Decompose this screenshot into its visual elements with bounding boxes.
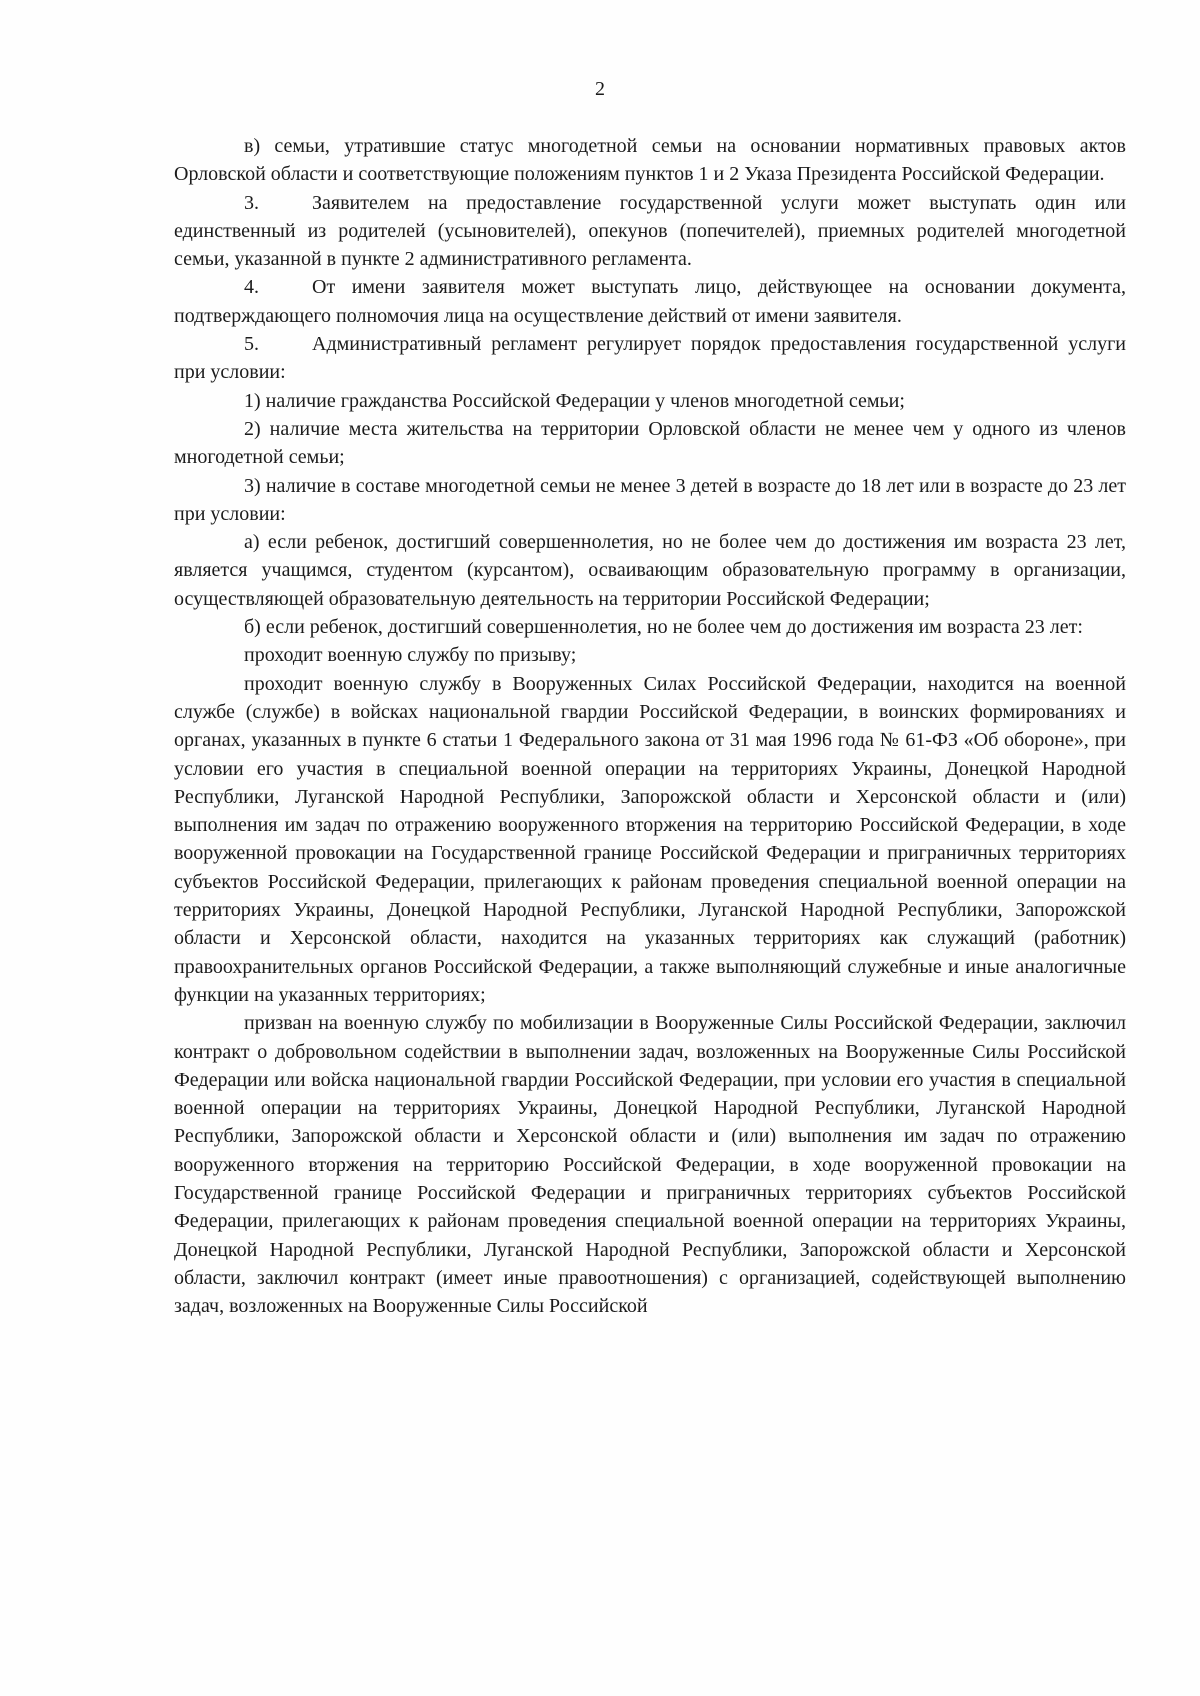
paragraph-text: а) если ребенок, достигший совершеннолетия, но не более чем до достижения им возраста 23 лет, является учащимся, студентом (курсантом), осваивающим образовательную программу в организации, осуществляющей образовательную деятельность на территории Российской Федерации;: [174, 531, 1126, 610]
numbered-paragraph: [174, 330, 1126, 387]
paragraph-text: проходит военную службу в Вооруженных Силах Российской Федерации, находится на военной службе (службе) в войсках национальной гвардии Российской Федерации, в воинских формированиях и органах, указанных в пункте 6 статьи 1 Федерального закона от 31 мая 1996 года № 61-ФЗ «Об обороне», при условии его участия в специальной военной операции на территориях Украины, Донецкой Народной Республики, Луганской Народной Республики, Запорожской области и Херсонской области и (или) выполнения им задач по отражению вооруженного вторжения на территорию Российской Федерации, в ходе вооруженной провокации на Государственной границе Российской Федерации и приграничных территориях субъектов Российской Федерации, прилегающих к районам проведения специальной военной операции на территориях Украины, Донецкой Народной Республики, Луганской Народной Республики, Запорожской области и Херсонской области, находится на указанных территориях как служащий (работник) правоохранительных органов Российской Федерации, а также выполняющий служебные и иные аналогичные функции на указанных территориях;: [174, 672, 1126, 1006]
paragraph-text: Заявителем на предоставление государственной услуги может выступать один или единственный из родителей (усыновителей), опекунов (попечителей), приемных родителей многодетной семьи, указанной в пункте 2 административного регламента.: [174, 191, 1126, 271]
document-body: [174, 132, 1126, 1320]
numbered-paragraph: [174, 273, 1126, 330]
paragraph: [174, 132, 1126, 189]
paragraph-text: Административный регламент регулирует порядок предоставления государственной услуги при условии:: [174, 333, 1126, 384]
paragraph: [174, 415, 1126, 472]
paragraph-text: б) если ребенок, достигший совершеннолетия, но не более чем до достижения им возраста 23 лет:: [244, 616, 1083, 639]
numbered-paragraph: [174, 189, 1126, 274]
page-number: 2: [595, 78, 605, 100]
paragraph: [174, 670, 1126, 1010]
paragraph-text: 3) наличие в составе многодетной семьи не менее 3 детей в возрасте до 18 лет или в возрасте до 23 лет при условии:: [174, 474, 1126, 525]
paragraph-text: призван на военную службу по мобилизации в Вооруженные Силы Российской Федерации, заключил контракт о добровольном содействии в выполнении задач, возложенных на Вооруженные Силы Российской Федерации или войска национальной гвардии Российской Федерации, при условии его участия в специальной военной операции на территориях Украины, Донецкой Народной Республики, Луганской Народной Республики, Запорожской области и Херсонской области и (или) выполнения им задач по отражению вооруженного вторжения на территорию Российской Федерации, в ходе вооруженной провокации на Государственной границе Российской Федерации и приграничных территориях субъектов Российской Федерации, прилегающих к районам проведения специальной военной операции на территориях Украины, Донецкой Народной Республики, Луганской Народной Республики, Запорожской области и Херсонской области, заключил контракт (имеет иные правоотношения) с организацией, содействующей выполнению задач, возложенных на Вооруженные Силы Российской: [174, 1012, 1126, 1318]
paragraph-text: проходит военную службу по призыву;: [244, 644, 577, 667]
paragraph: [174, 613, 1126, 641]
paragraph-text: 1) наличие гражданства Российской Федерации у членов многодетной семьи;: [244, 389, 905, 412]
paragraph: [174, 641, 1126, 669]
paragraph-number: 4.: [244, 276, 259, 299]
paragraph-text: От имени заявителя может выступать лицо, действующее на основании документа, подтверждающего полномочия лица на осуществление действий от имени заявителя.: [174, 276, 1126, 327]
paragraph-text: в) семьи, утратившие статус многодетной семьи на основании нормативных правовых актов Орловской области и соответствующие положениям пунктов 1 и 2 Указа Президента Российской Федерации.: [174, 135, 1126, 186]
paragraph-number: 3.: [244, 191, 259, 214]
paragraph: [174, 472, 1126, 529]
paragraph-number: 5.: [244, 333, 259, 356]
paragraph: [174, 1009, 1126, 1320]
paragraph-text: 2) наличие места жительства на территории Орловской области не менее чем у одного из членов многодетной семьи;: [174, 417, 1126, 469]
paragraph: [174, 528, 1126, 613]
paragraph: [174, 387, 1126, 415]
